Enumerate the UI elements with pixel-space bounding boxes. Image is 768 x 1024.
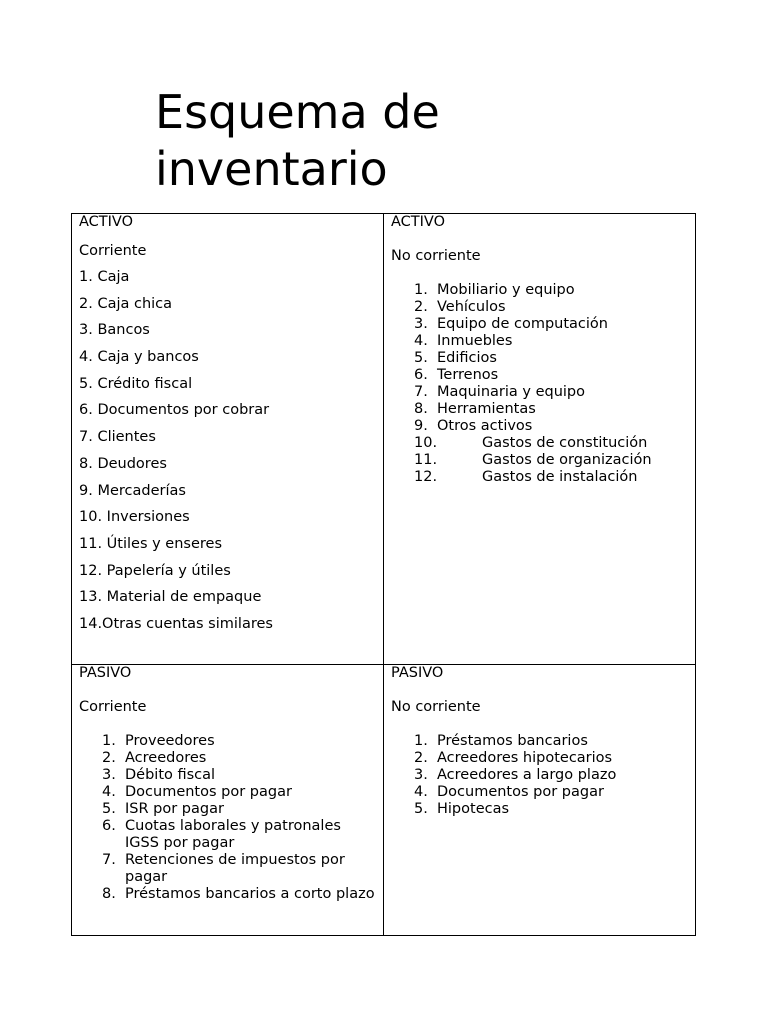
list-item — [79, 852, 377, 886]
list-item — [79, 784, 377, 801]
list-item — [79, 767, 377, 784]
list-item-label: Préstamos bancarios a corto plazo — [125, 886, 375, 902]
list-item: 11. Útiles y enseres — [79, 535, 223, 552]
list-item-number — [391, 299, 437, 316]
list-item — [391, 435, 689, 452]
list-item-number — [391, 367, 437, 384]
list-item-number-text: 2. — [102, 750, 116, 766]
list-item — [391, 750, 689, 767]
list-item-number-text: 4. — [414, 333, 428, 349]
list-item-number-text: 12. — [414, 469, 438, 485]
list-item-number-text: 1. — [102, 733, 116, 749]
list-item-label: Gastos de instalación — [482, 469, 638, 485]
list-item: 13. Material de empaque — [79, 589, 262, 606]
list-item-number-text: 8. — [414, 401, 428, 417]
list-item-label: Equipo de computación — [437, 316, 608, 332]
list-item-label: Cuotas laborales y patronales IGSS por pagar — [125, 818, 341, 851]
list-item-label: Terrenos — [437, 367, 499, 383]
table-row-activo — [72, 214, 696, 665]
list-item-label: ISR por pagar — [125, 801, 224, 817]
list-item-label: Acreedores — [125, 750, 207, 766]
list-item — [391, 350, 689, 367]
list-item: 6. Documentos por cobrar — [79, 402, 270, 419]
section-subheader: No corriente — [391, 248, 481, 264]
list-item-number-text: 10. — [414, 435, 438, 451]
list-item-number-text: 4. — [102, 784, 116, 800]
list-item-label: Inmuebles — [437, 333, 513, 349]
list-item — [391, 282, 689, 299]
list-item-number — [79, 852, 125, 869]
list-item-number — [79, 818, 125, 835]
list-item-label: Gastos de constitución — [482, 435, 648, 451]
list-item-number — [391, 469, 437, 486]
list-item — [79, 818, 377, 852]
list-item-number-text: 4. — [414, 784, 428, 800]
list-item-number — [79, 750, 125, 767]
list-item-number-text: 5. — [414, 801, 428, 817]
list-item-label: Vehículos — [437, 299, 506, 315]
list-item-number-text: 5. — [414, 350, 428, 366]
list-item — [391, 299, 689, 316]
list-item-label: Edificios — [437, 350, 497, 366]
list-item: 9. Mercaderías — [79, 482, 186, 499]
list-item-number-text: 7. — [414, 384, 428, 400]
cell-pasivo-no-corriente — [384, 665, 696, 936]
list-item-number-text: 5. — [102, 801, 116, 817]
list-item: 8. Deudores — [79, 455, 167, 472]
list-item-number — [391, 418, 437, 435]
activo-corriente-list — [79, 269, 377, 633]
list-item-label: Débito fiscal — [125, 767, 216, 783]
list-item — [391, 316, 689, 333]
list-item: 5. Crédito fiscal — [79, 375, 193, 392]
list-item-number — [391, 282, 437, 299]
list-item-number — [391, 316, 437, 333]
list-item-number — [79, 886, 125, 903]
list-item: 7. Clientes — [79, 429, 156, 446]
section-header: ACTIVO — [79, 214, 133, 230]
list-item-label: Préstamos bancarios — [437, 733, 588, 749]
list-item — [79, 801, 377, 818]
list-item-label: Mobiliario y equipo — [437, 282, 575, 298]
list-item-number-text: 3. — [102, 767, 116, 783]
list-item-label: Documentos por pagar — [437, 784, 604, 800]
list-item: 12. Papelería y útiles — [79, 562, 231, 579]
cell-pasivo-corriente — [72, 665, 384, 936]
list-item-number — [391, 452, 437, 469]
list-item — [79, 733, 377, 750]
list-item-number — [391, 350, 437, 367]
list-item-number — [79, 801, 125, 818]
list-item — [391, 801, 689, 818]
list-item-label: Documentos por pagar — [125, 784, 292, 800]
pasivo-no-corriente-list — [391, 733, 689, 818]
list-item-number — [391, 733, 437, 750]
pasivo-corriente-list — [79, 733, 377, 903]
list-item — [391, 469, 689, 486]
list-item-number-text: 6. — [102, 818, 116, 834]
list-item-number — [79, 784, 125, 801]
list-item-number-text: 3. — [414, 767, 428, 783]
list-item-label: Retenciones de impuestos por pagar — [125, 852, 345, 885]
list-item-number-text: 3. — [414, 316, 428, 332]
list-item-number — [391, 767, 437, 784]
section-subheader: Corriente — [79, 243, 147, 259]
list-item-label: Maquinaria y equipo — [437, 384, 585, 400]
list-item-number — [391, 333, 437, 350]
list-item-label: Otros activos — [437, 418, 533, 434]
activo-no-corriente-list — [391, 282, 689, 486]
list-item — [391, 418, 689, 435]
list-item-number-text: 8. — [102, 886, 116, 902]
list-item-label: Proveedores — [125, 733, 215, 749]
list-item-label: Acreedores a largo plazo — [437, 767, 617, 783]
list-item-number — [79, 767, 125, 784]
list-item-number — [391, 750, 437, 767]
list-item-number-text: 9. — [414, 418, 428, 434]
list-item: 14.Otras cuentas similares — [79, 615, 273, 632]
list-item-number-text: 2. — [414, 750, 428, 766]
list-item-number — [391, 784, 437, 801]
list-item-label: Herramientas — [437, 401, 536, 417]
list-item-number — [391, 384, 437, 401]
list-item: 4. Caja y bancos — [79, 349, 199, 366]
list-item-number-text: 2. — [414, 299, 428, 315]
list-item-number — [79, 733, 125, 750]
list-item — [391, 384, 689, 401]
section-header: ACTIVO — [391, 214, 445, 230]
section-subheader: No corriente — [391, 699, 481, 715]
list-item — [391, 784, 689, 801]
section-header: PASIVO — [79, 665, 132, 681]
list-item: 10. Inversiones — [79, 509, 190, 526]
section-subheader: Corriente — [79, 699, 147, 715]
list-item: 1. Caja — [79, 269, 130, 285]
page-title: Esquema de inventario — [155, 85, 440, 196]
list-item-label: Hipotecas — [437, 801, 510, 817]
list-item — [391, 767, 689, 784]
cell-activo-no-corriente — [384, 214, 696, 665]
section-header: PASIVO — [391, 665, 444, 681]
list-item-label: Acreedores hipotecarios — [437, 750, 613, 766]
list-item-number-text: 1. — [414, 733, 428, 749]
list-item-number — [391, 435, 437, 452]
list-item-label: Gastos de organización — [482, 452, 652, 468]
inventory-scheme-table — [71, 213, 696, 936]
list-item: 3. Bancos — [79, 322, 150, 339]
list-item — [391, 367, 689, 384]
list-item — [79, 750, 377, 767]
list-item — [391, 452, 689, 469]
table-row-pasivo — [72, 665, 696, 936]
list-item-number — [391, 801, 437, 818]
list-item-number-text: 7. — [102, 852, 116, 868]
list-item — [391, 733, 689, 750]
list-item — [391, 333, 689, 350]
list-item-number-text: 1. — [414, 282, 428, 298]
list-item-number-text: 11. — [414, 452, 438, 468]
list-item — [391, 401, 689, 418]
cell-activo-corriente — [72, 214, 384, 665]
list-item-number — [391, 401, 437, 418]
list-item: 2. Caja chica — [79, 295, 173, 312]
list-item — [79, 886, 377, 903]
list-item-number-text: 6. — [414, 367, 428, 383]
